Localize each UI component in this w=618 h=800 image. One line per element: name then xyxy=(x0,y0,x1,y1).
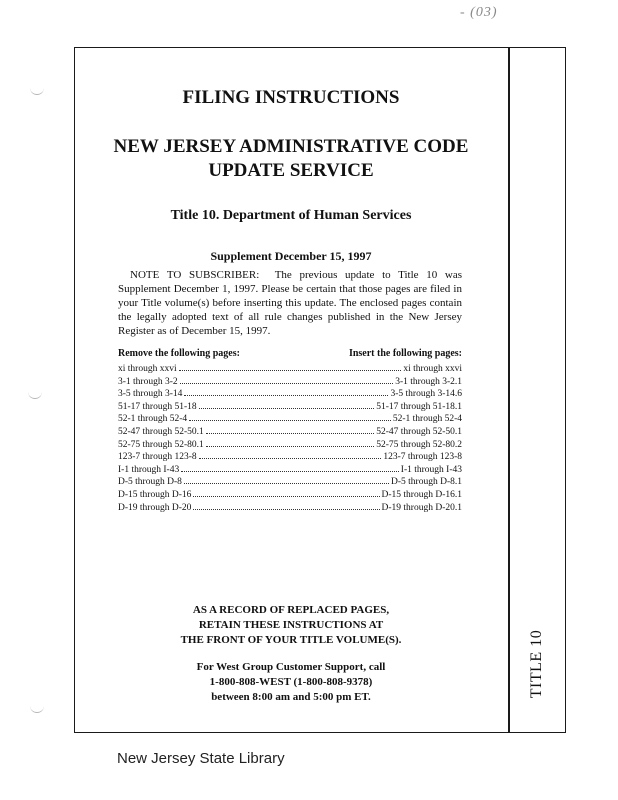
page-row xyxy=(118,412,462,425)
leader-dots xyxy=(193,501,379,510)
subscriber-note xyxy=(118,268,462,338)
leader-dots xyxy=(179,362,402,371)
page-list xyxy=(118,362,462,513)
page-row xyxy=(118,463,462,476)
remove-range: I-1 through I-43 xyxy=(118,464,180,475)
leader-dots xyxy=(199,450,382,459)
leader-dots xyxy=(181,463,399,472)
note-body: The previous update to Title 10 was Supplement December 1, 1997. Please be certain that those pages are filed in your Title volume(s) before inserting this update. The enclosed pages contain the legally adopted text of all rule changes published in the New Jersey Register as of December 15, 1997. xyxy=(118,269,463,337)
insert-range: xi through xxvi xyxy=(403,364,462,374)
code-title-line-2: UPDATE SERVICE xyxy=(208,160,374,181)
leader-dots xyxy=(189,412,391,421)
library-label: New Jersey State Library xyxy=(117,750,285,767)
page-row xyxy=(118,488,462,501)
remove-range: 51-17 through 51-18 xyxy=(118,401,197,412)
insert-range: D-15 through D-16.1 xyxy=(381,489,462,500)
code-title-line-1: NEW JERSEY ADMINISTRATIVE CODE xyxy=(113,136,469,157)
insert-range: 3-5 through 3-14.6 xyxy=(390,389,462,400)
remove-range: 3-5 through 3-14 xyxy=(118,389,183,400)
record-line-1: AS A RECORD OF REPLACED PAGES, xyxy=(192,604,390,616)
record-line-3: THE FRONT OF YOUR TITLE VOLUME(S). xyxy=(180,634,402,646)
remove-range: xi through xxvi xyxy=(118,364,177,374)
page-title: FILING INSTRUCTIONS xyxy=(182,87,400,108)
support-phone: 1-800-808-WEST (1-800-808-9378) xyxy=(209,676,373,688)
insert-range: 52-47 through 52-50.1 xyxy=(376,426,462,437)
support-line-1: For West Group Customer Support, call xyxy=(196,661,386,673)
page-row xyxy=(118,400,462,413)
record-notice xyxy=(74,603,508,648)
page-row xyxy=(118,375,462,388)
handwritten-stamp: - (03) xyxy=(460,5,498,20)
leader-dots xyxy=(184,387,388,396)
remove-range: 3-1 through 3-2 xyxy=(118,376,178,387)
insert-range: 52-1 through 52-4 xyxy=(392,414,462,425)
remove-range: 52-75 through 52-80.1 xyxy=(118,439,204,450)
page-row xyxy=(118,501,462,514)
note-label: NOTE TO SUBSCRIBER: xyxy=(130,269,260,281)
page-row xyxy=(118,438,462,451)
margin-mark xyxy=(30,88,44,95)
page-row xyxy=(118,387,462,400)
page-row xyxy=(118,450,462,463)
support-info xyxy=(74,660,508,705)
tab-divider xyxy=(508,47,510,733)
remove-range: 123-7 through 123-8 xyxy=(118,452,197,463)
remove-range: D-19 through D-20 xyxy=(118,502,192,513)
remove-range: D-15 through D-16 xyxy=(118,489,192,500)
margin-mark xyxy=(28,392,42,399)
leader-dots xyxy=(184,475,389,484)
insert-range: 52-75 through 52-80.2 xyxy=(376,439,462,450)
remove-range: D-5 through D-8 xyxy=(118,477,182,488)
insert-range: D-5 through D-8.1 xyxy=(391,477,462,488)
leader-dots xyxy=(199,400,375,409)
insert-range: 3-1 through 3-2.1 xyxy=(395,376,462,387)
insert-range: 51-17 through 51-18.1 xyxy=(376,401,462,412)
leader-dots xyxy=(206,425,374,434)
insert-header: Insert the following pages: xyxy=(348,348,462,359)
remove-range: 52-1 through 52-4 xyxy=(118,414,188,425)
leader-dots xyxy=(206,438,374,447)
record-line-2: RETAIN THESE INSTRUCTIONS AT xyxy=(198,619,384,631)
remove-header: Remove the following pages: xyxy=(118,348,240,359)
insert-range: D-19 through D-20.1 xyxy=(381,502,462,513)
page-row xyxy=(118,425,462,438)
leader-dots xyxy=(193,488,379,497)
margin-mark xyxy=(30,706,44,713)
leader-dots xyxy=(180,375,394,384)
supplement-date: Supplement December 15, 1997 xyxy=(210,249,372,263)
support-hours: between 8:00 am and 5:00 pm ET. xyxy=(211,691,371,703)
page-row xyxy=(118,475,462,488)
insert-range: I-1 through I-43 xyxy=(400,464,462,475)
insert-range: 123-7 through 123-8 xyxy=(383,452,462,463)
remove-range: 52-47 through 52-50.1 xyxy=(118,426,204,437)
code-title xyxy=(74,135,508,183)
title-number: Title 10. Department of Human Services xyxy=(170,208,412,223)
title-tab-label: TITLE 10 xyxy=(528,629,545,699)
page-row xyxy=(118,362,462,375)
